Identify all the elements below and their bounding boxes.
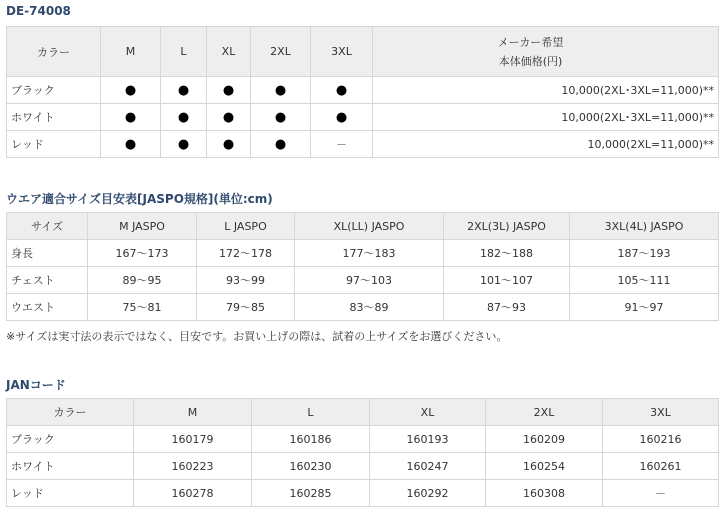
availability-mark: ● xyxy=(251,77,311,104)
measurement-label: 身長 xyxy=(7,240,88,267)
measurement-value: 87～93 xyxy=(444,294,570,321)
price-value: 10,000(2XL･3XL=11,000)** xyxy=(373,77,719,104)
jan-code-table xyxy=(6,398,719,507)
jan-code: 160193 xyxy=(370,426,486,453)
color-name: レッド xyxy=(7,480,134,507)
jan-code: 160285 xyxy=(252,480,370,507)
jan-code: 160308 xyxy=(486,480,603,507)
column-header-size-xl: XL(LL) JASPO xyxy=(295,213,444,240)
availability-mark: ● xyxy=(207,104,251,131)
column-header-size-l: L xyxy=(252,399,370,426)
measurement-value: 75～81 xyxy=(88,294,197,321)
availability-mark: ● xyxy=(251,131,311,158)
price-header-line2: 本体価格(円) xyxy=(498,54,563,68)
jan-code: 160216 xyxy=(603,426,719,453)
measurement-value: 79～85 xyxy=(197,294,295,321)
size-guide-note: ※サイズは実寸法の表示ではなく、目安です。お買い上げの際は、試着の上サイズをお選びください。 xyxy=(6,330,508,343)
table-row xyxy=(7,77,719,104)
availability-mark: ● xyxy=(101,104,161,131)
availability-mark: ● xyxy=(207,131,251,158)
measurement-value: 83～89 xyxy=(295,294,444,321)
column-header-size: L xyxy=(161,27,207,77)
availability-mark: ● xyxy=(207,77,251,104)
column-header-size-2xl: 2XL xyxy=(486,399,603,426)
jan-code: 160223 xyxy=(134,453,252,480)
color-name: ホワイト xyxy=(7,104,101,131)
table-header-row xyxy=(7,213,719,240)
column-header-size: M xyxy=(101,27,161,77)
jan-code: 160261 xyxy=(603,453,719,480)
table-row xyxy=(7,104,719,131)
table-row xyxy=(7,453,719,480)
jan-code: 160179 xyxy=(134,426,252,453)
size-guide-table xyxy=(6,212,719,321)
measurement-value: 177～183 xyxy=(295,240,444,267)
availability-mark: ● xyxy=(101,131,161,158)
column-header-size: 2XL xyxy=(251,27,311,77)
measurement-value: 101～107 xyxy=(444,267,570,294)
measurement-value: 172～178 xyxy=(197,240,295,267)
measurement-value: 91～97 xyxy=(570,294,719,321)
table-row xyxy=(7,294,719,321)
availability-mark: ● xyxy=(311,104,373,131)
column-header-size-l: L JASPO xyxy=(197,213,295,240)
column-header-size-3xl: 3XL(4L) JASPO xyxy=(570,213,719,240)
column-header-color: カラー xyxy=(7,399,134,426)
jan-code: 160209 xyxy=(486,426,603,453)
jan-code: 160186 xyxy=(252,426,370,453)
jan-code: 160292 xyxy=(370,480,486,507)
jan-code: － xyxy=(603,480,719,507)
color-name: ブラック xyxy=(7,77,101,104)
column-header-size-m: M xyxy=(134,399,252,426)
jan-code: 160247 xyxy=(370,453,486,480)
column-header-size: XL xyxy=(207,27,251,77)
availability-mark: ● xyxy=(161,77,207,104)
measurement-value: 89～95 xyxy=(88,267,197,294)
jan-code: 160278 xyxy=(134,480,252,507)
table-row xyxy=(7,131,719,158)
price-value: 10,000(2XL･3XL=11,000)** xyxy=(373,104,719,131)
availability-mark: － xyxy=(311,131,373,158)
table-row xyxy=(7,240,719,267)
measurement-value: 93～99 xyxy=(197,267,295,294)
column-header-size-m: M JASPO xyxy=(88,213,197,240)
size-guide-title: ウエア適合サイズ目安表[JASPO規格](単位:cm) xyxy=(6,192,273,206)
availability-mark: ● xyxy=(161,131,207,158)
column-header-size: サイズ xyxy=(7,213,88,240)
column-header-size-xl: XL xyxy=(370,399,486,426)
jan-code: 160254 xyxy=(486,453,603,480)
table-row xyxy=(7,480,719,507)
availability-mark: ● xyxy=(101,77,161,104)
measurement-value: 97～103 xyxy=(295,267,444,294)
table-header-row xyxy=(7,27,719,77)
jan-code-title: JANコード xyxy=(6,378,66,392)
color-name: ブラック xyxy=(7,426,134,453)
measurement-value: 187～193 xyxy=(570,240,719,267)
measurement-value: 182～188 xyxy=(444,240,570,267)
availability-mark: ● xyxy=(161,104,207,131)
availability-mark: ● xyxy=(251,104,311,131)
product-code-title: DE-74008 xyxy=(6,4,71,18)
table-row xyxy=(7,267,719,294)
table-header-row xyxy=(7,399,719,426)
color-name: ホワイト xyxy=(7,453,134,480)
color-availability-table xyxy=(6,26,719,158)
measurement-label: チェスト xyxy=(7,267,88,294)
measurement-value: 167～173 xyxy=(88,240,197,267)
table-row xyxy=(7,426,719,453)
measurement-label: ウエスト xyxy=(7,294,88,321)
column-header-size: 3XL xyxy=(311,27,373,77)
jan-code: 160230 xyxy=(252,453,370,480)
measurement-value: 105～111 xyxy=(570,267,719,294)
price-header-line1: メーカー希望 xyxy=(497,35,564,49)
column-header-size-3xl: 3XL xyxy=(603,399,719,426)
column-header-price xyxy=(373,27,719,77)
availability-mark: ● xyxy=(311,77,373,104)
price-value: 10,000(2XL=11,000)** xyxy=(373,131,719,158)
column-header-color: カラー xyxy=(7,27,101,77)
color-name: レッド xyxy=(7,131,101,158)
column-header-size-2xl: 2XL(3L) JASPO xyxy=(444,213,570,240)
